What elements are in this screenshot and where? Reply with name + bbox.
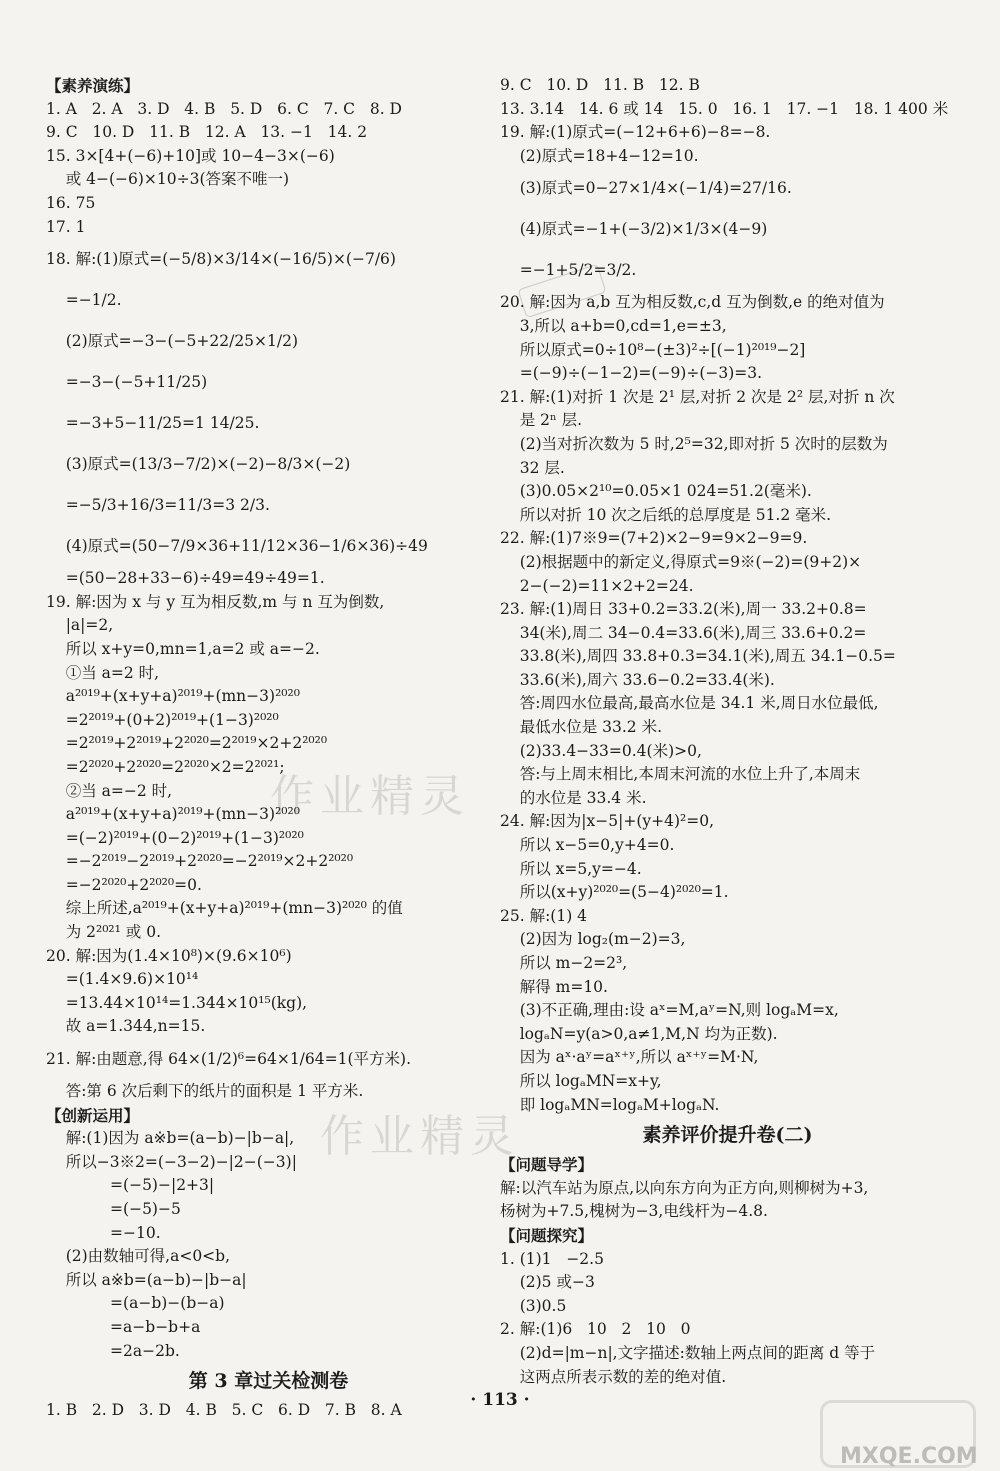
answer-line: 13. 3.14 14. 6 或 14 15. 0 16. 1 17. −1 18. 1 400 米 bbox=[500, 99, 949, 118]
answer-line: 9. C 10. D 11. B 12. A 13. −1 14. 2 bbox=[46, 123, 368, 142]
answer-line: 1. (1)1 −2.5 bbox=[500, 1249, 604, 1268]
answer-line: (3)不正确,理由:设 aˣ=M,aʸ=N,则 logₐM=x, bbox=[500, 1001, 839, 1020]
answer-line: =2a−2b. bbox=[46, 1341, 180, 1360]
answer-line: =−5/3+16/3=11/3=3 2/3. bbox=[46, 496, 270, 515]
answer-line: 解得 m=10. bbox=[500, 977, 608, 996]
answer-line: 32 层. bbox=[500, 458, 565, 477]
answer-line: 或 4−(−6)×10÷3(答案不唯一) bbox=[46, 170, 290, 189]
answer-line: a²⁰¹⁹+(x+y+a)²⁰¹⁹+(mn−3)²⁰²⁰ bbox=[46, 805, 300, 824]
section-header: 【问题导学】 bbox=[500, 1155, 594, 1175]
answer-line: 答:周四水位最高,最高水位是 34.1 米,周日水位最低, bbox=[500, 694, 879, 713]
watermark: 作业精灵 bbox=[320, 1111, 520, 1162]
answer-line: (2)原式=18+4−12=10. bbox=[500, 146, 699, 165]
answer-line: 所以−3※2=(−3−2)−|2−(−3)| bbox=[46, 1152, 297, 1171]
answer-line: 所以 x=5,y=−4. bbox=[500, 859, 642, 878]
answer-line: logₐN=y(a>0,a≠1,M,N 均为正数). bbox=[500, 1024, 778, 1043]
answer-line: 17. 1 bbox=[46, 217, 86, 236]
section-title: 第 3 章过关检测卷 bbox=[188, 1370, 349, 1393]
site-watermark: MXQE.COM bbox=[840, 1444, 978, 1469]
answer-line: 2. 解:(1)6 10 2 10 0 bbox=[500, 1320, 691, 1339]
answer-line: 33.6(米),周六 33.6−0.2=33.4(米). bbox=[500, 670, 775, 689]
answer-line: 即 logₐMN=logₐM+logₐN. bbox=[500, 1095, 720, 1114]
answer-line: (2)当对折次数为 5 时,2⁵=32,即对折 5 次时的层数为 bbox=[500, 434, 888, 453]
answer-line: (2)d=|m−n|,文字描述:数轴上两点间的距离 d 等于 bbox=[500, 1343, 876, 1362]
answer-line: (2)根据题中的新定义,得原式=9※(−2)=(9+2)× bbox=[500, 552, 862, 571]
answer-line: =−3+5−11/25=1 14/25. bbox=[46, 414, 260, 433]
answer-line: 杨树为+7.5,槐树为−3,电线杆为−4.8. bbox=[500, 1202, 768, 1221]
answer-line: 34(米),周二 34−0.4=33.6(米),周三 33.6+0.2= bbox=[500, 623, 867, 642]
answer-line: 所以原式=0÷10⁸−(±3)²÷[(−1)²⁰¹⁹−2] bbox=[500, 340, 806, 359]
answer-line: 最低水位是 33.2 米. bbox=[500, 718, 663, 737]
answer-line: 所以 x−5=0,y+4=0. bbox=[500, 836, 675, 855]
section-title: 素养评价提升卷(二) bbox=[642, 1124, 813, 1147]
answer-line: 33.8(米),周四 33.8+0.3=34.1(米),周五 34.1−0.5= bbox=[500, 647, 896, 666]
answer-line: 解:(1)因为 a※b=(a−b)−|b−a|, bbox=[46, 1129, 295, 1148]
answer-line: 18. 解:(1)原式=(−5/8)×3/14×(−16/5)×(−7/6) bbox=[46, 250, 396, 269]
answer-line: ②当 a=−2 时, bbox=[46, 781, 173, 800]
answer-line: 故 a=1.344,n=15. bbox=[46, 1017, 206, 1036]
answer-line: 2−(−2)=11×2+2=24. bbox=[500, 576, 694, 595]
answer-line: 20. 解:因为(1.4×10⁸)×(9.6×10⁶) bbox=[46, 946, 292, 965]
answer-line: 是 2ⁿ 层. bbox=[500, 411, 583, 430]
answer-line: (2)因为 log₂(m−2)=3, bbox=[500, 930, 686, 949]
answer-line: =(−5)−5 bbox=[46, 1200, 181, 1218]
answer-line: =(−9)÷(−1−2)=(−9)÷(−3)=3. bbox=[500, 364, 763, 383]
answer-line: (4)原式=(50−7/9×36+11/12×36−1/6×36)÷49 bbox=[46, 537, 428, 556]
answer-line: =(50−28+33−6)÷49=49÷49=1. bbox=[46, 569, 325, 588]
answer-line: 因为 aˣ·aʸ=aˣ⁺ʸ,所以 aˣ⁺ʸ=M·N, bbox=[500, 1048, 759, 1067]
answer-line: =a−b−b+a bbox=[46, 1317, 201, 1336]
answer-line: 的水位是 33.4 米. bbox=[500, 788, 647, 807]
answer-line: 25. 解:(1) 4 bbox=[500, 906, 588, 925]
answer-line: 所以 m−2=2³, bbox=[500, 954, 628, 972]
answer-line: 1. A 2. A 3. D 4. B 5. D 6. C 7. C 8. D bbox=[46, 99, 402, 118]
answer-line: 24. 解:因为|x−5|+(y+4)²=0, bbox=[500, 812, 715, 831]
answer-line: 3,所以 a+b=0,cd=1,e=±3, bbox=[500, 316, 727, 335]
answer-line: 综上所述,a²⁰¹⁹+(x+y+a)²⁰¹⁹+(mn−3)²⁰²⁰ 的值 bbox=[46, 899, 403, 918]
answer-line: 1. B 2. D 3. D 4. B 5. C 6. D 7. B 8. A bbox=[46, 1401, 402, 1420]
answer-line: 所以对折 10 次之后纸的总厚度是 51.2 毫米. bbox=[500, 505, 832, 524]
section-header: 【创新运用】 bbox=[46, 1105, 140, 1125]
answer-line: (3)0.05×2¹⁰=0.05×1 024=51.2(毫米). bbox=[500, 482, 812, 501]
answer-line: =(a−b)−(b−a) bbox=[46, 1294, 225, 1313]
answer-line: 为 2²⁰²¹ 或 0. bbox=[46, 923, 161, 942]
answer-line: 所以(x+y)²⁰²⁰=(5−4)²⁰²⁰=1. bbox=[500, 883, 729, 902]
answer-line: 答:与上周末相比,本周末河流的水位上升了,本周末 bbox=[500, 765, 861, 784]
answer-line: =−2²⁰²⁰+2²⁰²⁰=0. bbox=[46, 875, 202, 894]
answer-line: |a|=2, bbox=[46, 616, 114, 635]
answer-line: 21. 解:(1)对折 1 次是 2¹ 层,对折 2 次是 2² 层,对折 n 次 bbox=[500, 387, 895, 406]
page-number: · 113 · bbox=[470, 1390, 530, 1410]
section-header: 【问题探究】 bbox=[500, 1225, 594, 1245]
answer-line: (2)33.4−33=0.4(米)>0, bbox=[500, 741, 702, 760]
answer-line: 所以 a※b=(a−b)−|b−a| bbox=[46, 1270, 247, 1289]
answer-line: =−3−(−5+11/25) bbox=[46, 373, 208, 392]
answer-line: (2)5 或−3 bbox=[500, 1273, 595, 1292]
answer-line: =−1+5/2=3/2. bbox=[500, 261, 637, 280]
answer-line: 19. 解:(1)原式=(−12+6+6)−8=−8. bbox=[500, 123, 771, 142]
answer-line: (3)0.5 bbox=[500, 1296, 567, 1315]
answer-line: 20. 解:因为 a,b 互为相反数,c,d 互为倒数,e 的绝对值为 bbox=[500, 293, 885, 312]
answer-line: 19. 解:因为 x 与 y 互为相反数,m 与 n 互为倒数, bbox=[46, 592, 385, 611]
answer-line: =−2²⁰¹⁹−2²⁰¹⁹+2²⁰²⁰=−2²⁰¹⁹×2+2²⁰²⁰ bbox=[46, 852, 354, 871]
answer-line: 15. 3×[4+(−6)+10]或 10−4−3×(−6) bbox=[46, 146, 335, 165]
answer-line: 16. 75 bbox=[46, 193, 96, 212]
right-column bbox=[500, 74, 955, 1389]
answer-line: =2²⁰¹⁹+2²⁰¹⁹+2²⁰²⁰=2²⁰¹⁹×2+2²⁰²⁰ bbox=[46, 734, 328, 753]
section-header: 【素养演练】 bbox=[46, 76, 140, 95]
answer-line: =2²⁰¹⁹+(0+2)²⁰¹⁹+(1−3)²⁰²⁰ bbox=[46, 710, 279, 729]
watermark: 作业精灵 bbox=[270, 771, 470, 822]
answer-line: 9. C 10. D 11. B 12. B bbox=[500, 76, 700, 94]
answer-line: 所以 logₐMN=x+y, bbox=[500, 1071, 662, 1090]
answer-line: =−10. bbox=[46, 1223, 161, 1242]
answer-line: (4)原式=−1+(−3/2)×1/3×(4−9) bbox=[500, 220, 768, 239]
answer-line: =(1.4×9.6)×10¹⁴ bbox=[46, 970, 199, 989]
answer-line: 21. 解:由题意,得 64×(1/2)⁶=64×1/64=1(平方米). bbox=[46, 1050, 411, 1069]
answer-line: (2)原式=−3−(−5+22/25×1/2) bbox=[46, 332, 299, 351]
answer-line: 所以 x+y=0,mn=1,a=2 或 a=−2. bbox=[46, 639, 320, 658]
answer-line: =(−5)−|2+3| bbox=[46, 1176, 215, 1195]
answer-line: =13.44×10¹⁴=1.344×10¹⁵(kg), bbox=[46, 993, 308, 1012]
left-column bbox=[46, 74, 491, 1423]
answer-line: 答:第 6 次后剩下的纸片的面积是 1 平方米. bbox=[46, 1082, 364, 1101]
answer-line: (2)由数轴可得,a<0<b, bbox=[46, 1247, 231, 1266]
answer-line: (3)原式=(13/3−7/2)×(−2)−8/3×(−2) bbox=[46, 455, 351, 474]
answer-line: =2²⁰²⁰+2²⁰²⁰=2²⁰²⁰×2=2²⁰²¹; bbox=[46, 757, 285, 776]
answer-line: 解:以汽车站为原点,以向东方向为正方向,则柳树为+3, bbox=[500, 1178, 869, 1197]
answer-line: 这两点所表示数的差的绝对值. bbox=[500, 1367, 727, 1386]
answer-line: =−1/2. bbox=[46, 291, 122, 310]
answer-line: 23. 解:(1)周日 33+0.2=33.2(米),周一 33.2+0.8= bbox=[500, 600, 867, 619]
answer-line: a²⁰¹⁹+(x+y+a)²⁰¹⁹+(mn−3)²⁰²⁰ bbox=[46, 687, 300, 706]
answer-line: =(−2)²⁰¹⁹+(0−2)²⁰¹⁹+(1−3)²⁰²⁰ bbox=[46, 828, 304, 847]
answer-line: 22. 解:(1)7※9=(7+2)×2−9=9×2−9=9. bbox=[500, 529, 808, 548]
answer-line: (3)原式=0−27×1/4×(−1/4)=27/16. bbox=[500, 179, 792, 198]
answer-line: ①当 a=2 时, bbox=[46, 663, 160, 682]
